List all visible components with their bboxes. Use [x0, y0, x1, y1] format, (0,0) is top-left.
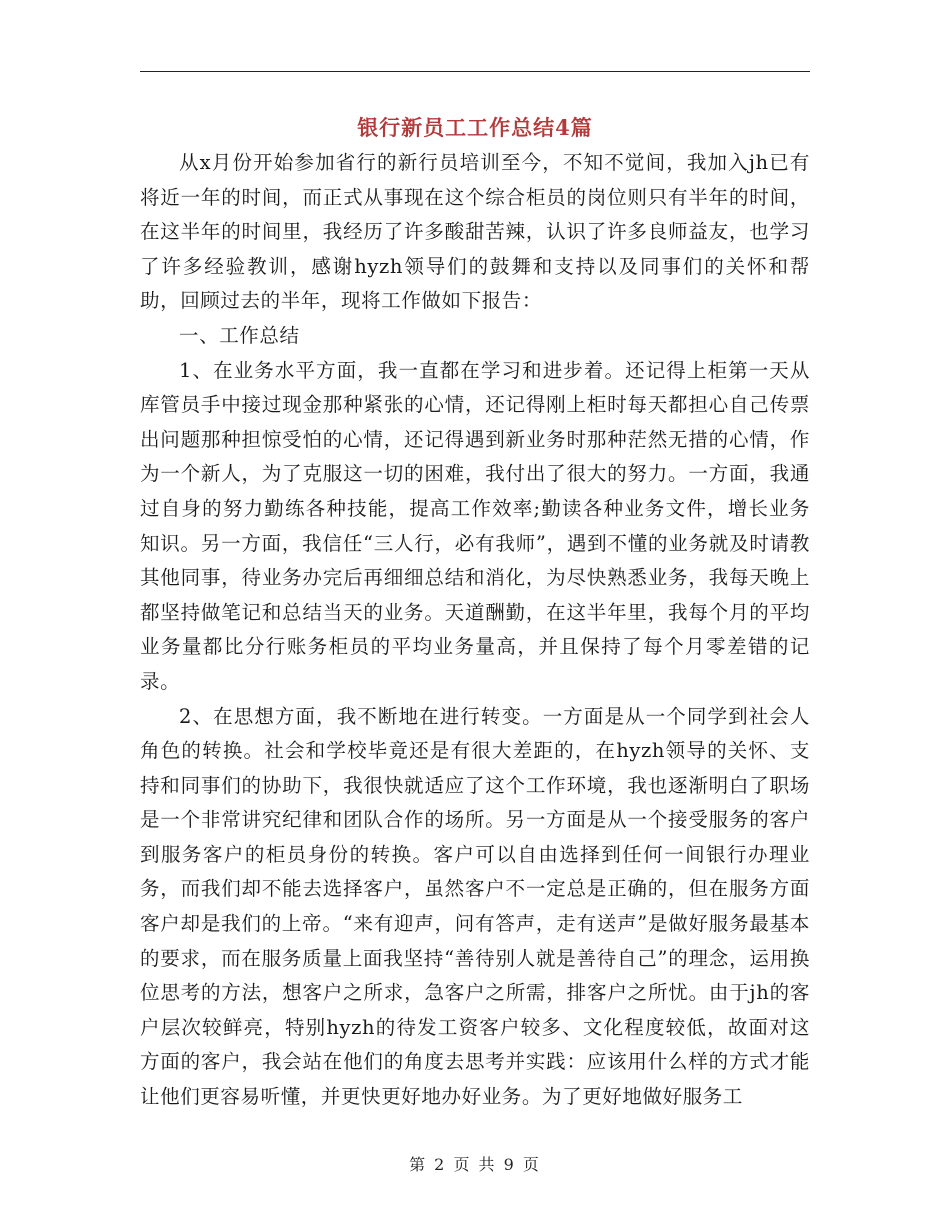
page-number: 第 2 页 共 9 页: [409, 1155, 541, 1174]
header-rule: [140, 71, 810, 72]
paragraph-mindset: 2、在思想方面，我不断地在进行转变。一方面是从一个同学到社会人角色的转换。社会和学校毕竟还是有很大差距的，在hyzh领导的关怀、支持和同事们的协助下，我很快就适应了这个工作环境，我也逐渐明白了职场是一个非常讲究纪律和团队合作的场所。另一方面是从一个接受服务的客户到服务客户的柜员身份的转换。客户可以自由选择到任何一间银行办理业务，而我们却不能去选择客户，虽然客户不一定总是正确的，但在服务方面客户却是我们的上帝。“来有迎声，问有答声，走有送声”是做好服务最基本的要求，而在服务质量上面我坚持“善待别人就是善待自己”的理念，运用换位思考的方法，想客户之所求，急客户之所需，排客户之所忧。由于jh的客户层次较鲜亮，特别hyzh的待发工资客户较多、文化程度较低，故面对这方面的客户，我会站在他们的角度去思考并实践：应该用什么样的方式才能让他们更容易听懂，并更快更好地办好业务。为了更好地做好服务工: [140, 704, 810, 1109]
paragraph-business-skills: 1、在业务水平方面，我一直都在学习和进步着。还记得上柜第一天从库管员手中接过现金那种紧张的心情，还记得刚上柜时每天都担心自己传票出问题那种担惊受怕的心情，还记得遇到新业务时那种茫然无措的心情，作为一个新人，为了克服这一切的困难，我付出了很大的努力。一方面，我通过自身的努力勤练各种技能，提高工作效率;勤读各种业务文件，增长业务知识。另一方面，我信任“三人行，必有我师”，遇到不懂的业务就及时请教其他同事，待业务办完后再细细总结和消化，为尽快熟悉业务，我每天晚上都坚持做笔记和总结当天的业务。天道酬勤，在这半年里，我每个月的平均业务量都比分行账务柜员的平均业务量高，并且保持了每个月零差错的记录。: [140, 358, 810, 693]
document-body: [140, 146, 810, 1115]
document-title: 银行新员工工作总结4篇: [357, 115, 593, 140]
paragraph-intro: 从x月份开始参加省行的新行员培训至今，不知不觉间，我加入jh已有将近一年的时间，而正式从事现在这个综合柜员的岗位则只有半年的时间，在这半年的时间里，我经历了许多酸甜苦辣，认识了许多良师益友，也学习了许多经验教训，感谢hyzh领导们的鼓舞和支持以及同事们的关怀和帮助，回顾过去的半年，现将工作做如下报告：: [140, 151, 810, 313]
section-heading: 一、工作总结: [179, 323, 300, 347]
